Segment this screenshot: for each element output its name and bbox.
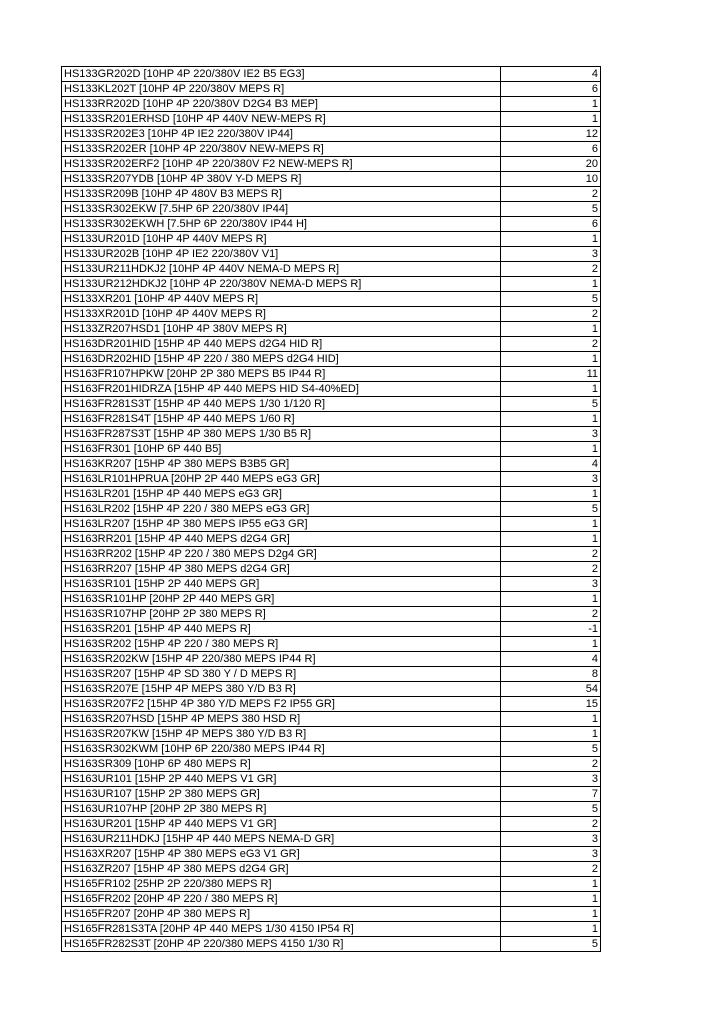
item-quantity-cell: 3 <box>501 772 601 787</box>
item-quantity-cell: 2 <box>501 607 601 622</box>
item-description-cell: HS163SR207KW [15HP 4P MEPS 380 Y/D B3 R] <box>62 727 501 742</box>
item-quantity-cell: 1 <box>501 352 601 367</box>
item-quantity-cell: 2 <box>501 262 601 277</box>
item-quantity-cell: 1 <box>501 322 601 337</box>
table-row <box>62 187 601 202</box>
item-quantity-cell: 2 <box>501 562 601 577</box>
item-description-cell: HS163FR287S3T [15HP 4P 380 MEPS 1/30 B5 R] <box>62 427 501 442</box>
item-description-cell: HS165FR207 [20HP 4P 380 MEPS R] <box>62 907 501 922</box>
item-description-cell: HS133SR202ERF2 [10HP 4P 220/380V F2 NEW-MEPS R] <box>62 157 501 172</box>
item-quantity-cell: 1 <box>501 592 601 607</box>
table-row <box>62 832 601 847</box>
item-quantity-cell: 11 <box>501 367 601 382</box>
item-quantity-cell: 3 <box>501 577 601 592</box>
item-description-cell: HS163RR207 [15HP 4P 380 MEPS d2G4 GR] <box>62 562 501 577</box>
item-description-cell: HS133SR201ERHSD [10HP 4P 440V NEW-MEPS R] <box>62 112 501 127</box>
item-description-cell: HS163FR201HIDRZA [15HP 4P 440 MEPS HID S4-40%ED] <box>62 382 501 397</box>
item-quantity-cell: 6 <box>501 217 601 232</box>
item-quantity-cell: 1 <box>501 97 601 112</box>
table-row <box>62 97 601 112</box>
item-quantity-cell: 1 <box>501 277 601 292</box>
item-quantity-cell: 1 <box>501 727 601 742</box>
table-row <box>62 652 601 667</box>
item-quantity-cell: 1 <box>501 517 601 532</box>
item-quantity-cell: 5 <box>501 502 601 517</box>
item-quantity-cell: 5 <box>501 292 601 307</box>
item-quantity-cell: 1 <box>501 412 601 427</box>
item-description-cell: HS165FR281S3TA [20HP 4P 440 MEPS 1/30 4150 IP54 R] <box>62 922 501 937</box>
item-quantity-cell: 6 <box>501 82 601 97</box>
item-description-cell: HS165FR202 [20HP 4P 220 / 380 MEPS R] <box>62 892 501 907</box>
table-row <box>62 772 601 787</box>
item-description-cell: HS163LR202 [15HP 4P 220 / 380 MEPS eG3 GR] <box>62 502 501 517</box>
item-quantity-cell: 2 <box>501 817 601 832</box>
item-description-cell: HS163RR202 [15HP 4P 220 / 380 MEPS D2g4 GR] <box>62 547 501 562</box>
table-row <box>62 217 601 232</box>
table-row <box>62 727 601 742</box>
table-row <box>62 232 601 247</box>
item-quantity-cell: 2 <box>501 337 601 352</box>
item-description-cell: HS163LR101HPRUA [20HP 2P 440 MEPS eG3 GR] <box>62 472 501 487</box>
item-quantity-cell: 2 <box>501 187 601 202</box>
table-row <box>62 292 601 307</box>
table-row <box>62 802 601 817</box>
item-description-cell: HS133UR201D [10HP 4P 440V MEPS R] <box>62 232 501 247</box>
table-row <box>62 502 601 517</box>
table-row <box>62 322 601 337</box>
item-quantity-cell: 1 <box>501 112 601 127</box>
table-row <box>62 247 601 262</box>
table-row <box>62 682 601 697</box>
item-quantity-cell: 5 <box>501 802 601 817</box>
table-row <box>62 82 601 97</box>
item-description-cell: HS165FR102 [25HP 2P 220/380 MEPS R] <box>62 877 501 892</box>
table-row <box>62 712 601 727</box>
item-description-cell: HS163FR301 [10HP 6P 440 B5] <box>62 442 501 457</box>
table-row <box>62 487 601 502</box>
inventory-table <box>61 66 601 952</box>
item-description-cell: HS163SR207F2 [15HP 4P 380 Y/D MEPS F2 IP55 GR] <box>62 697 501 712</box>
item-description-cell: HS163SR107HP [20HP 2P 380 MEPS R] <box>62 607 501 622</box>
item-quantity-cell: 5 <box>501 937 601 952</box>
table-row <box>62 517 601 532</box>
item-description-cell: HS163LR207 [15HP 4P 380 MEPS IP55 eG3 GR] <box>62 517 501 532</box>
item-quantity-cell: 6 <box>501 142 601 157</box>
item-quantity-cell: 1 <box>501 907 601 922</box>
item-description-cell: HS163SR207E [15HP 4P MEPS 380 Y/D B3 R] <box>62 682 501 697</box>
item-quantity-cell: 4 <box>501 457 601 472</box>
item-quantity-cell: 3 <box>501 247 601 262</box>
item-quantity-cell: 4 <box>501 652 601 667</box>
item-description-cell: HS133SR202ER [10HP 4P 220/380V NEW-MEPS R] <box>62 142 501 157</box>
item-description-cell: HS163RR201 [15HP 4P 440 MEPS d2G4 GR] <box>62 532 501 547</box>
table-row <box>62 127 601 142</box>
table-row <box>62 367 601 382</box>
item-description-cell: HS163SR207HSD [15HP 4P MEPS 380 HSD R] <box>62 712 501 727</box>
item-quantity-cell: 5 <box>501 742 601 757</box>
table-row <box>62 262 601 277</box>
table-row <box>62 142 601 157</box>
table-row <box>62 472 601 487</box>
item-description-cell: HS163FR107HPKW [20HP 2P 380 MEPS B5 IP44 R] <box>62 367 501 382</box>
item-quantity-cell: 1 <box>501 382 601 397</box>
item-quantity-cell: 10 <box>501 172 601 187</box>
table-row <box>62 172 601 187</box>
item-quantity-cell: 1 <box>501 487 601 502</box>
item-description-cell: HS133UR202B [10HP 4P IE2 220/380V V1] <box>62 247 501 262</box>
table-row <box>62 397 601 412</box>
item-description-cell: HS163SR101HP [20HP 2P 440 MEPS GR] <box>62 592 501 607</box>
table-row <box>62 817 601 832</box>
item-quantity-cell: 12 <box>501 127 601 142</box>
item-quantity-cell: 3 <box>501 472 601 487</box>
item-description-cell: HS163UR107 [15HP 2P 380 MEPS GR] <box>62 787 501 802</box>
table-row <box>62 667 601 682</box>
item-description-cell: HS163SR101 [15HP 2P 440 MEPS GR] <box>62 577 501 592</box>
table-row <box>62 577 601 592</box>
item-quantity-cell: 1 <box>501 532 601 547</box>
item-quantity-cell: 1 <box>501 712 601 727</box>
item-quantity-cell: 3 <box>501 427 601 442</box>
item-description-cell: HS163DR202HID [15HP 4P 220 / 380 MEPS d2G4 HID] <box>62 352 501 367</box>
table-row <box>62 697 601 712</box>
item-description-cell: HS163SR302KWM [10HP 6P 220/380 MEPS IP44 R] <box>62 742 501 757</box>
item-description-cell: HS133XR201 [10HP 4P 440V MEPS R] <box>62 292 501 307</box>
item-quantity-cell: 1 <box>501 637 601 652</box>
table-row <box>62 112 601 127</box>
table-row <box>62 757 601 772</box>
item-quantity-cell: 2 <box>501 862 601 877</box>
table-row <box>62 607 601 622</box>
item-quantity-cell: -1 <box>501 622 601 637</box>
item-description-cell: HS163ZR207 [15HP 4P 380 MEPS d2G4 GR] <box>62 862 501 877</box>
table-row <box>62 67 601 82</box>
item-quantity-cell: 1 <box>501 892 601 907</box>
table-row <box>62 907 601 922</box>
item-quantity-cell: 15 <box>501 697 601 712</box>
item-description-cell: HS163LR201 [15HP 4P 440 MEPS eG3 GR] <box>62 487 501 502</box>
item-description-cell: HS133XR201D [10HP 4P 440V MEPS R] <box>62 307 501 322</box>
item-description-cell: HS133SR302EKWH [7.5HP 6P 220/380V IP44 H] <box>62 217 501 232</box>
item-quantity-cell: 1 <box>501 877 601 892</box>
table-row <box>62 637 601 652</box>
item-description-cell: HS163UR201 [15HP 4P 440 MEPS V1 GR] <box>62 817 501 832</box>
item-quantity-cell: 3 <box>501 832 601 847</box>
item-description-cell: HS163KR207 [15HP 4P 380 MEPS B3B5 GR] <box>62 457 501 472</box>
table-row <box>62 157 601 172</box>
item-quantity-cell: 1 <box>501 442 601 457</box>
item-description-cell: HS133UR212HDKJ2 [10HP 4P 220/380V NEMA-D MEPS R] <box>62 277 501 292</box>
table-row <box>62 337 601 352</box>
item-quantity-cell: 5 <box>501 202 601 217</box>
item-description-cell: HS163XR207 [15HP 4P 380 MEPS eG3 V1 GR] <box>62 847 501 862</box>
item-quantity-cell: 4 <box>501 67 601 82</box>
table-row <box>62 547 601 562</box>
item-description-cell: HS163DR201HID [15HP 4P 440 MEPS d2G4 HID R] <box>62 337 501 352</box>
table-row <box>62 442 601 457</box>
item-quantity-cell: 2 <box>501 547 601 562</box>
item-description-cell: HS133SR207YDB [10HP 4P 380V Y-D MEPS R] <box>62 172 501 187</box>
item-description-cell: HS133ZR207HSD1 [10HP 4P 380V MEPS R] <box>62 322 501 337</box>
item-quantity-cell: 8 <box>501 667 601 682</box>
table-row <box>62 277 601 292</box>
item-quantity-cell: 5 <box>501 397 601 412</box>
item-description-cell: HS133UR211HDKJ2 [10HP 4P 440V NEMA-D MEPS R] <box>62 262 501 277</box>
item-description-cell: HS163SR207 [15HP 4P SD 380 Y / D MEPS R] <box>62 667 501 682</box>
table-row <box>62 862 601 877</box>
table-row <box>62 742 601 757</box>
table-row <box>62 937 601 952</box>
item-quantity-cell: 20 <box>501 157 601 172</box>
table-row <box>62 532 601 547</box>
item-quantity-cell: 54 <box>501 682 601 697</box>
item-description-cell: HS163UR101 [15HP 2P 440 MEPS V1 GR] <box>62 772 501 787</box>
item-description-cell: HS163SR201 [15HP 4P 440 MEPS R] <box>62 622 501 637</box>
table-row <box>62 412 601 427</box>
table-row <box>62 202 601 217</box>
item-quantity-cell: 7 <box>501 787 601 802</box>
item-quantity-cell: 1 <box>501 922 601 937</box>
item-description-cell: HS163SR202 [15HP 4P 220 / 380 MEPS R] <box>62 637 501 652</box>
item-quantity-cell: 2 <box>501 307 601 322</box>
table-row <box>62 622 601 637</box>
item-description-cell: HS163FR281S4T [15HP 4P 440 MEPS 1/60 R] <box>62 412 501 427</box>
item-description-cell: HS133RR202D [10HP 4P 220/380V D2G4 B3 MEP] <box>62 97 501 112</box>
table-row <box>62 892 601 907</box>
table-row <box>62 352 601 367</box>
inventory-table-body <box>62 67 601 952</box>
table-row <box>62 592 601 607</box>
table-row <box>62 877 601 892</box>
item-description-cell: HS163SR309 [10HP 6P 480 MEPS R] <box>62 757 501 772</box>
table-row <box>62 787 601 802</box>
item-description-cell: HS163SR202KW [15HP 4P 220/380 MEPS IP44 R] <box>62 652 501 667</box>
table-row <box>62 457 601 472</box>
item-description-cell: HS133SR209B [10HP 4P 480V B3 MEPS R] <box>62 187 501 202</box>
item-description-cell: HS163UR107HP [20HP 2P 380 MEPS R] <box>62 802 501 817</box>
table-row <box>62 562 601 577</box>
item-quantity-cell: 3 <box>501 847 601 862</box>
item-description-cell: HS163UR211HDKJ [15HP 4P 440 MEPS NEMA-D GR] <box>62 832 501 847</box>
item-quantity-cell: 2 <box>501 757 601 772</box>
table-row <box>62 847 601 862</box>
item-quantity-cell: 1 <box>501 232 601 247</box>
table-row <box>62 922 601 937</box>
item-description-cell: HS133GR202D [10HP 4P 220/380V IE2 B5 EG3] <box>62 67 501 82</box>
item-description-cell: HS163FR281S3T [15HP 4P 440 MEPS 1/30 1/120 R] <box>62 397 501 412</box>
item-description-cell: HS165FR282S3T [20HP 4P 220/380 MEPS 4150 1/30 R] <box>62 937 501 952</box>
item-description-cell: HS133KL202T [10HP 4P 220/380V MEPS R] <box>62 82 501 97</box>
item-description-cell: HS133SR302EKW [7.5HP 6P 220/380V IP44] <box>62 202 501 217</box>
table-row <box>62 427 601 442</box>
table-row <box>62 307 601 322</box>
item-description-cell: HS133SR202E3 [10HP 4P IE2 220/380V IP44] <box>62 127 501 142</box>
table-row <box>62 382 601 397</box>
